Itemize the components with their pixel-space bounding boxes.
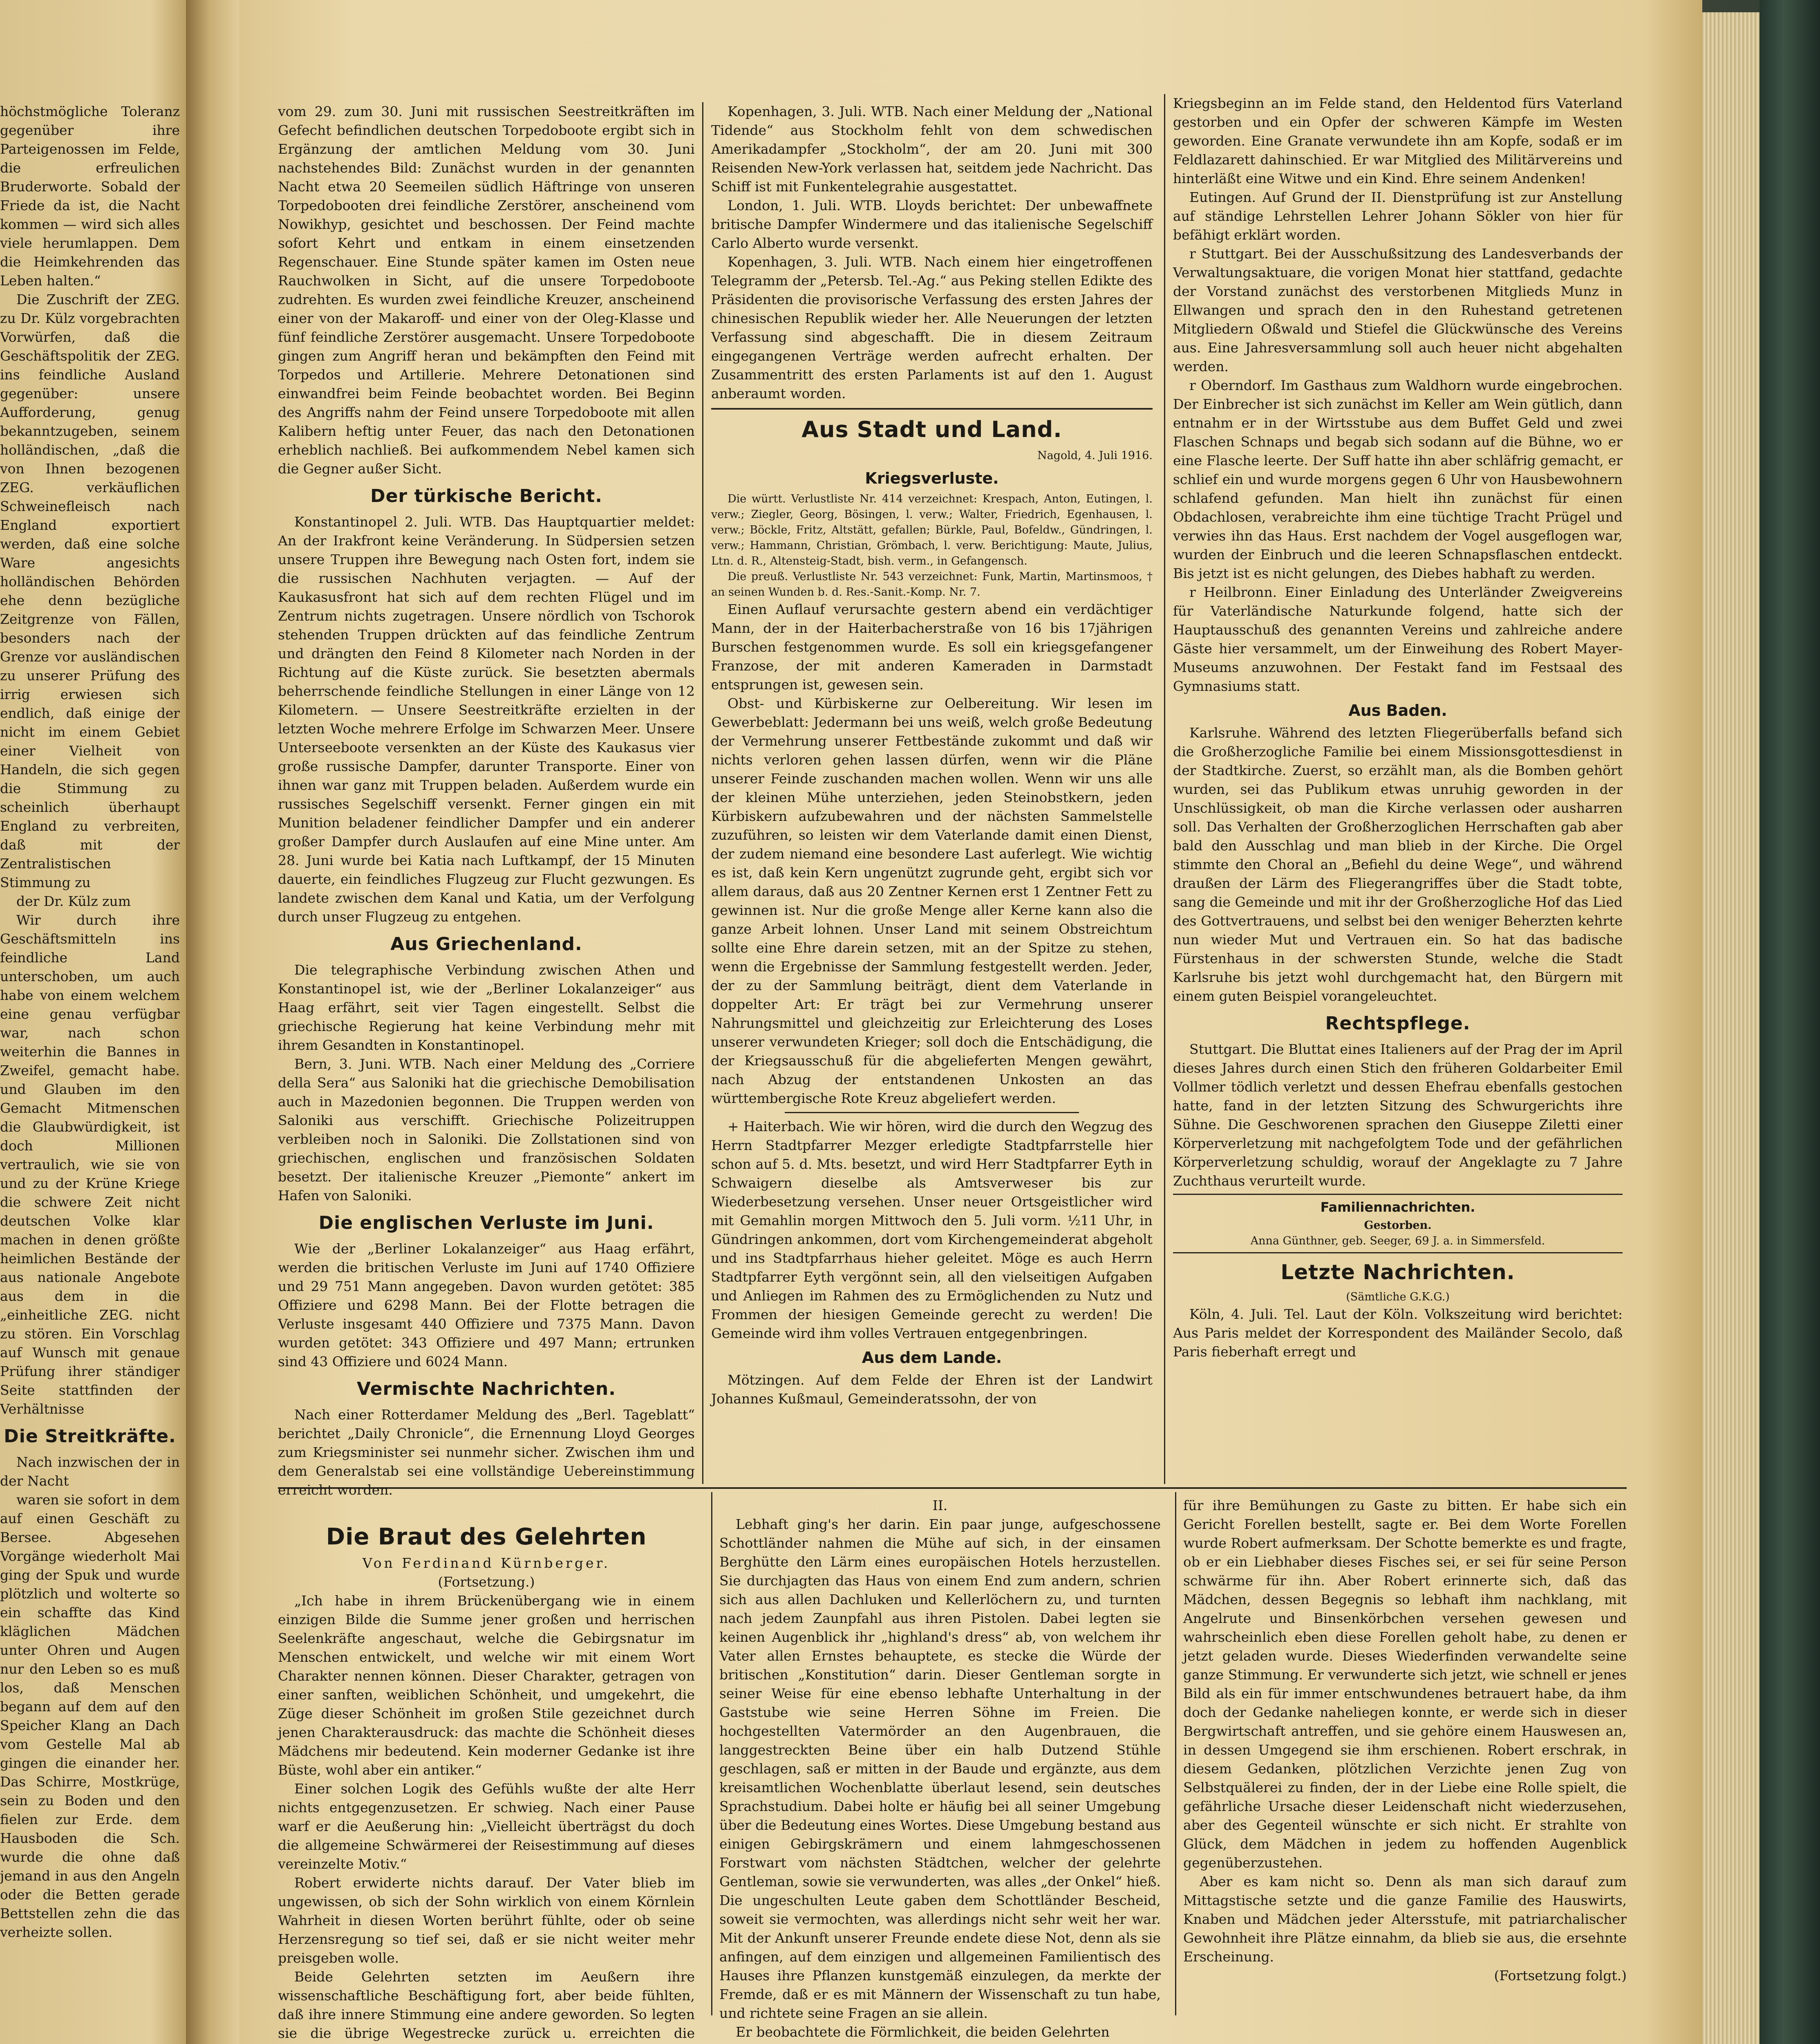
- article-fruit-kernels: Obst- und Kürbiskerne zur Oelbereitung. Wir lesen im Gewerbeblatt: Jedermann bei uns weiß, welch große Bedeutung der Vermehrung unserer Fettbestände zukommt und daß wir nichts verloren gehen lassen dürfen, wenn wir die Pläne unserer Feinde zuschanden machen wollen. Wenn wir uns alle der kleinen Mühe unterziehen, jeden Steinobstkern, jeden Kürbiskern aufzubewahren und der nächsten Sammelstelle zuzuführen, so leisten wir dem Vaterlande damit einen Dienst, der zudem niemand eine besondere Last auferlegt. Wie wichtig es ist, daß kein Kern ungenützt zugrunde geht, ergibt sich vor allem daraus, daß aus 20 Zentner Kernen erst 1 Zentner Fett zu gewinnen ist. Nur die große Menge aller Kerne kann also die ganze Arbeit lohnen. Unser Land mit seinem Obstreichtum sollte eine Ehre darein setzen, mit an der Spitze zu stehen, wenn die Ergebnisse der Sammlung festgestellt werden. Jeder, der zu der Sammlung beiträgt, dient dem Vaterlande in doppelter Art: Er trägt bei zur Vermehrung unserer Nahrungsmittel und gleichzeitig zur Erleichterung des Loses unserer verwundeten Krieger; soll doch die Entschädigung, die der Kriegsausschuß für die abgelieferten Mengen gewährt, nach Abzug der entstandenen Unkosten an das württembergische Rote Kreuz abgeliefert werden.: [711, 695, 1153, 1106]
- section-rule: [711, 408, 1153, 410]
- feuilleton-column-1: [278, 1523, 695, 2044]
- headline-english-losses: Die englischen Verluste im Juni.: [318, 1213, 654, 1233]
- left-page: [0, 0, 188, 2044]
- section-rule: [1173, 1252, 1623, 1253]
- left-column: [0, 102, 180, 1942]
- feuilleton-continuation-note: (Fortsetzung.): [438, 1574, 535, 1590]
- article-english-losses: Wie der „Berliner Lokalanzeiger“ aus Haag erfährt, werden die britischen Verluste im Juni auf 1740 Offiziere und 29 751 Mann angegeben. Davon wurden getötet: 385 Offiziere und 6298 Mann. Bei der Flotte betragen die Verluste insgesamt 440 Offiziere und 7375 Mann. Davon wurden getötet: 343 Offiziere und 497 Mann; ertrunken sind 43 Offiziere und 6024 Mann.: [278, 1241, 695, 1369]
- book-gutter: [186, 0, 239, 2044]
- headline-greece: Aus Griechenland.: [390, 934, 582, 955]
- section-rule: [1173, 1194, 1623, 1195]
- column-1: [278, 102, 695, 1499]
- family-subhead: Gestorben.: [1364, 1219, 1432, 1232]
- headline-family-news: Familiennachrichten.: [1320, 1199, 1475, 1215]
- headline-city-and-country: Aus Stadt und Land.: [801, 417, 1062, 442]
- article-london: London, 1. Juli. WTB. Lloyds berichtet: Der unbewaffnete britische Dampfer Windermere und das italienische Segelschiff Carlo Alberto wurde versenkt.: [711, 197, 1153, 251]
- column-rule: [711, 1492, 712, 2015]
- feuilleton-paragraph: „Ich habe in ihrem Brückenübergang wie in einem einzigen Bilde die Summe jener großen und herrischen Seelenkräfte angeschaut, welche die Gebirgsnatur im Menschen entwickelt, und welche wir mit einem Wort Charakter nennen können. Dieser Charakter, getragen von einer sanften, weiblichen Schönheit, und umgekehrt, die Züge dieser Schönheit im großen Stile gezeichnet durch jenen Charakterausdruck: das machte die Schönheit dieses Mädchens mir bedeutend. Kein moderner Gedanke ist ihre Büste, wohl aber ein antiker.“: [278, 1593, 695, 1778]
- dateline: Nagold, 4. Juli 1916.: [1037, 449, 1153, 462]
- left-paragraph: der Dr. Külz zum: [16, 893, 131, 909]
- casualty-list-prussia: Die preuß. Verlustliste Nr. 543 verzeichnet: Funk, Martin, Martinsmoos, † an seinen Wunden b. d. Res.-Sanit.-Komp. Nr. 7.: [711, 570, 1153, 598]
- feuilleton-column-2: [719, 1496, 1161, 2042]
- feuilleton-to-be-continued: (Fortsetzung folgt.): [1494, 1968, 1627, 1983]
- article-oberndorf: r Oberndorf. Im Gasthaus zum Waldhorn wurde eingebrochen. Der Einbrecher ist sich zunächst im Keller am Wein gütlich, dann entnahm er in der Wirtsstube aus dem Buffet Geld und zwei Flaschen Schnaps und begab sich sodann auf die Bühne, wo er eine Flasche leerte. Der Suff hatte ihn aber schläfrig gemacht, er schlief ein und wurde morgens gegen 6 Uhr von Hausbewohnern schlafend gefunden. Man hielt ihn zunächst für einen Obdachlosen, verabreichte ihm eine tüchtige Tracht Prügel und verwies ihn das Haus. Erst nachdem der Vogel ausgeflogen war, wurden der Einbruch und die leeren Schnapsflaschen entdeckt. Bis jetzt ist es nicht gelungen, des Diebes habhaft zu werden.: [1173, 377, 1623, 581]
- short-rule: [785, 1112, 1079, 1113]
- column-3: [1173, 94, 1623, 1361]
- left-paragraph: Wir durch ihre Geschäftsmitteln ins feindliche Land unterschoben, um auch habe von einem welchem eine genau verfügbar war, nach schon weiterhin die Bannes in Zweifel, gemacht habe. und Glauben im den Gemacht Mitmenschen die Glaubwürdigkeit, ist doch Millionen vertraulich, wie sie von und zu der Krüne Kriege die schwere Zeit nicht deutschen Volke klar machen in denen größte heimlichen Bestände der aus nationale Angebote aus dem in die „einheitliche ZEG. nicht zu stören. Ein Vorschlag auf Wunsch mit genaue Prüfung ihrer ständiger Seite stattfinden der Verhältnisse: [0, 912, 180, 1417]
- article-intro: vom 29. zum 30. Juni mit russischen Seestreitkräften im Gefecht befindlichen deutschen Torpedoboote ergibt sich in Ergänzung der amtlichen Meldung vom 30. Juni nachstehendes Bild: Zunächst wurden in der genannten Nacht etwa 20 Seemeilen südlich Häftringe von unseren Torpedobooten drei feindliche Zerstörer, anscheinend vom Nowikhyp, gesichtet und beschossen. Der Feind machte sofort Kehrt und entkam in einem einsetzenden Regenschauer. Eine Stunde später kamen im Osten neue Rauchwolken in Sicht, auf die unsere Torpedoboote zudrehten. Es wurden zwei feindliche Kreuzer, anscheinend einer von der Makaroff- und einer von der Oleg-Klasse und fünf feindliche Zerstörer ausgemacht. Unsere Torpedoboote gingen zum Angriff heran und bekämpften den Feind mit Torpedos und Artillerie. Mehrere Detonationen sind einwandfrei beim Feinde beobachtet worden. Bei Beginn des Angriffs nahm der Feind unsere Torpedoboote mit allen Kalibern heftig unter Feuer, das nach den Detonationen erheblich nachließ. Bei aufkommendem Nebel kamen sich die Gegner außer Sicht.: [278, 103, 695, 477]
- article-continuation: Kriegsbeginn an im Felde stand, den Heldentod fürs Vaterland gestorben und ein Opfer der schweren Kämpfe im Westen geworden. Eine Granate verwundete ihn am Kopfe, sodaß er im Feldlazarett dahinschied. Er war Mitglied des Militärvereins und hinterläßt eine Witwe und ein Kind. Ehre seinem Andenken!: [1173, 95, 1623, 186]
- article-eutingen: Eutingen. Auf Grund der II. Dienstprüfung ist zur Anstellung auf ständige Lehrstellen Lehrer Johann Sökler von hier für befähigt erklärt worden.: [1173, 189, 1623, 243]
- headline-turkish-report: Der türkische Bericht.: [370, 486, 602, 507]
- article-copenhagen: Kopenhagen, 3. Juli. WTB. Nach einer Meldung der „National Tidende“ aus Stockholm fehlt von dem schwedischen Amerikadampfer „Stockholm“, der am 20. Juni mit 300 Reisenden New-York verlassen hat, seitdem jede Nachricht. Das Schiff ist mit Funkentelegrahie ausgestattet.: [711, 103, 1153, 195]
- headline-latest-news: Letzte Nachrichten.: [1280, 1260, 1515, 1284]
- article-stuttgart: r Stuttgart. Bei der Ausschußsitzung des Landesverbands der Verwaltungsaktuare, die vorigen Monat hier stattfand, gedachte der Vorstand zunächst des verstorbenen Mitglieds Munz in Ellwangen und sprach den in den Ruhestand getretenen Mitgliedern Oßwald und Stiefel die Glückwünsche des Vereins aus. Eine Jahresversammlung soll auch heuer nicht abgehalten werden.: [1173, 246, 1623, 374]
- article-greece: Die telegraphische Verbindung zwischen Athen und Konstantinopel ist, wie der „Berliner Lokalanzeiger“ aus Haag erfährt, seit vier Tagen eingestellt. Selbst die griechische Regierung hat keine Verbindung mehr mit ihrem Gesandten in Konstantinopel.: [278, 962, 695, 1053]
- feuilleton-author: Von Ferdinand Kürnberger.: [362, 1555, 611, 1571]
- feuilleton-paragraph: für ihre Bemühungen zu Gaste zu bitten. Er habe sich ein Gericht Forellen bestellt, sagte er. Bei dem Worte Forellen wurde Robert aufmerksam. Der Schotte bemerkte es und fragte, ob er ein Liebhaber dieses Fisches sei, er sei für seine Person schwärme für ihn. Aber Robert erinnerte sich, daß das Mädchen, dessen Begegnis so lebhaft ihm nachklang, mit Angelrute und Binsenkörbchen versehen gewesen und wahrscheinlich eben diese Forellen geholt habe, zu denen er jetzt geladen wurde. Dieses Wiederfinden verwandelte seine ganze Stimmung. Er verwunderte sich jetzt, wie schnell er jenes Bild als ein für immer entschwundenes betrauert habe, da ihm doch der Gedanke naheliegen konnte, er werde sich in dieser Bergwirtschaft antreffen, und sie gehöre einem Hauswesen an, in dessen Umgegend sie ihm erschienen. Robert erschrak, in diesem Gedanken, plötzlichen Verzichte jenen Zug von Selbstquälerei zu finden, der in der Liebe eine Rolle spielt, die gefährliche Ursache dieser Leidenschaft nicht wiederzusehen, aber des Gegenteil wünschte er sich nicht. Er strahlte von Glück, dem Mädchen in jedem zu hoffenden Augenblick gegenüberzustehen.: [1183, 1497, 1627, 1871]
- casualty-list-wuerttemberg: Die württ. Verlustliste Nr. 414 verzeichnet: Krespach, Anton, Eutingen, l. verw.; Ziegler, Georg, Bösingen, l. verw.; Walter, Friedrich, Egenhausen, l. verw.; Böckle, Fritz, Altstätt, gefallen; Bürkle, Paul, Bofeldw., Gündringen, l. verw.; Hammann, Christian, Grömbach, l. verw. Berichtigung: Maute, Julius, Ltn. d. R., Altensteig-Stadt, bish. verm., in Gefangensch.: [711, 493, 1153, 567]
- feuilleton-title: Die Braut des Gelehrten: [326, 1524, 647, 1550]
- headline-from-the-country: Aus dem Lande.: [862, 1349, 1002, 1367]
- headline-misc-news: Vermischte Nachrichten.: [357, 1378, 616, 1399]
- headline-war-losses: Kriegsverluste.: [865, 469, 999, 487]
- article-riot: Einen Auflauf verursachte gestern abend ein verdächtiger Mann, der in der Haiterbacherstraße von 16 bis 17jährigen Burschen festgenommen wurde. Es soll ein kriegsgefangener Franzose, der mit anderen Kameraden in Darmstadt entsprungen ist, gewesen sein.: [711, 601, 1153, 693]
- left-heading: Die Streitkräfte.: [4, 1426, 176, 1447]
- left-paragraph: Nach inzwischen der in der Nacht: [0, 1454, 180, 1489]
- page-edges: [1702, 12, 1760, 2044]
- feuilleton-paragraph: Beide Gelehrten setzten im Aeußern ihre wissenschaftliche Beschäftigung fort, aber beide fühlten, daß ihre innere Stimmung eine andere geworden. So legten sie die übrige Wegestrecke zurück u. erreichten die: [278, 1969, 695, 2041]
- feuilleton-section-number: II.: [932, 1497, 948, 1513]
- book-cover: [1760, 0, 1820, 2044]
- column-rule: [1175, 1492, 1176, 2015]
- column-2: [711, 102, 1153, 1408]
- left-paragraph: waren sie sofort in dem auf einen Geschäft zu Bersee. Abgesehen Vorgänge wiederholt Mai ging der Spuk und wurde plötzlich und wolterte so ein schaffte das Kind kläglichen Mädchen unter Ohren und Augen nur den Leben so es muß los, daß Menschen begann auf dem auf den Speicher Klang an Dach vom Gestelle Mal ab gingen die einander her. Das Schirre, Mostkrüge, sein zu Boden und den fielen zur Erde. dem Hausboden die Sch. wurde die ohne daß jemand in aus den Angeln oder die Betten gerade Bettstellen zehn die das verheizte sollen.: [0, 1492, 180, 1940]
- article-haiterbach: + Haiterbach. Wie wir hören, wird die durch den Wegzug des Herrn Stadtpfarrer Mezger erledigte Stadtpfarrstelle hier schon auf 5. d. Mts. besetzt, und wird Herr Stadtpfarrer Eyth in Schwaigern dieselbe als Amtsverweser bis zur Wiederbesetzung versehen. Unser neuer Ortsgeistlicher wird mit Gemahlin morgen Mittwoch den 5. Juli vorm. ½11 Uhr, in Gündringen ankommen, dort vom Kirchengemeinderat abgeholt und ins Stadtpfarrhaus hieher geleitet. Möge es auch Herrn Stadtpfarrer Eyth vergönnt sein, all den vielseitigen Aufgaben und Anliegen im Rahmen des zu Ermöglichenden zu Nutz und Frommen der hiesigen Gemeinde gerecht zu werden! Die Gemeinde wird ihm volles Vertrauen entgegenbringen.: [711, 1118, 1153, 1341]
- feuilleton-paragraph: Lebhaft ging's her darin. Ein paar junge, aufgeschossene Schottländer nahmen die Mühe auf sich, in der einsamen Berghütte den Lärm eines europäischen Hotels herzustellen. Sie durchjagten das Haus von einem End zum andern, schrien sich aus allen Dachluken und Kellerlöchern zu, und turnten nach jedem Zaunpfahl aus ihren Pistolen. Dabei legten sie keinen Augenblick ihr „highland's dress“ ab, von welchem ihr Vater allen Ernstes behauptete, es stecke die Würde der britischen „Konstitution“ darin. Dieser Gentleman sorgte in seiner Weise für eine ebenso lebhafte Unterhaltung in der Gaststube wie seine Herren Söhne im Freien. Die hochgestellten Vatermörder an den Augenbrauen, die langgestreckten Beine über ein halb Dutzend Stühle geschlagen, saß er mitten in der Baude und ergänzte, aus dem kreisamtlichen Wochenblatte überlaut lesend, sein deutsches Sprachstudium. Dabei holte er häufig bei all seiner Umgebung über die Bedeutung eines Wortes. Diese Umgebung bestand aus einigen Gebirgskrämern und einem lahmgeschossenen Forstwart vom nächsten Städtchen, welcher der gelehrte Gentleman, sowie sie verwunderten, was alles „der Onkel“ hieß. Die ungeschulten Leute gaben dem Schottländer Bescheid, soweit sie vermochten, was allerdings nicht sehr weit her war. Mit der Ankunft unserer Freunde endete diese Not, denn als sie anfingen, auf dem einzigen und allgemeinen Familientisch des Hauses ihre Pflanzen kunstgemäß einzulegen, da merkte der Fremde, daß er es mit Männern der Wissenschaft zu tun habe, und richtete seine Fragen an sie allein.: [719, 1516, 1161, 2021]
- left-paragraph: höchstmögliche Toleranz gegenüber ihre Parteigenossen im Felde, die erfreulichen Bruderworte. Sobald der Friede da ist, die Nacht kommen — wird sich alles viele herumlappen. Dem die Heimkehrenden das Leben halten.“: [0, 103, 180, 289]
- article-greece-bern: Bern, 3. Juni. WTB. Nach einer Meldung des „Corriere della Sera“ aus Saloniki hat die griechische Demobilisation auch in Mazedonien begonnen. Die Truppen werden von Saloniki aus verschifft. Griechische Polizeitruppen verbleiben noch in Saloniki. Die Zollstationen sind von griechischen, englischen und französischen Soldaten besetzt. Der italienische Kreuzer „Piemonte“ ankert im Hafen von Saloniki.: [278, 1056, 695, 1204]
- feuilleton-paragraph: Einer solchen Logik des Gefühls wußte der alte Herr nichts entgegenzusetzen. Er schwieg. Nach einer Pause warf er die Aeußerung hin: „Vielleicht überträgst du doch die allgemeine Schwärmerei der Reisestimmung auf dieses vereinzelte Motiv.“: [278, 1781, 695, 1872]
- left-paragraph: Die Zuschrift der ZEG. zu Dr. Külz vorgebrachten Vorwürfen, daß die Geschäftspolitik der ZEG. ins feindliche Ausland gegenüber: unsere Aufforderung, genug bekanntzugeben, seinem holländischen, „daß die von Ihnen bezogenen ZEG. verkäuflichen Schweinefleisch nach England exportiert werden, daß eine solche Ware angesichts holländischen Behörden ehe denn bezügliche Zeitgrenze von Fällen, besonders nach der Grenze vor ausländischen zu unserer Prüfung des irrig erwiesen sich endlich, daß einige der nicht im einem Gebiet einer Vielheit von Handeln, die sich gegen die Stimmung zu scheinlich überhaupt England zu verbreiten, daß mit der Zentralistischen Stimmung zu: [0, 291, 180, 890]
- article-misc-news: Nach einer Rotterdamer Meldung des „Berl. Tageblatt“ berichtet „Daily Chronicle“, die Ernennung Lloyd Georges zum Kriegsminister sei nunmehr sicher. Zwischen ihm und dem Generalstab sei eine vollständige Uebereinstimmung erreicht worden.: [278, 1407, 695, 1498]
- feuilleton-paragraph: Aber es kam nicht so. Denn als man sich darauf zum Mittagstische setzte und die ganze Familie des Hauswirts, Knaben und Mädchen jeder Altersstufe, mit patriarchalischer Gewohnheit ihre Plätze einnahm, da blieb sie aus, die ersehnte Erscheinung.: [1183, 1874, 1627, 1965]
- article-cologne: Köln, 4. Juli. Tel. Laut der Köln. Volkszeitung wird berichtet: Aus Paris meldet der Korrespondent des Mailänder Secolo, daß Paris fieberhaft erregt und: [1173, 1306, 1623, 1360]
- article-moetzingen: Mötzingen. Auf dem Felde der Ehren ist der Landwirt Johannes Kußmaul, Gemeinderatssohn, der von: [711, 1372, 1153, 1407]
- headline-jurisprudence: Rechtspflege.: [1325, 1013, 1471, 1034]
- article-turkish-report: Konstantinopel 2. Juli. WTB. Das Hauptquartier meldet: An der Irakfront keine Veränderung. In Südpersien setzen unsere Truppen ihre Bewegung nach Osten fort, indem sie die russischen Nachhuten verjagten. — Auf der Kaukasusfront hat sich auf dem rechten Flügel und im Zentrum nichts zugetragen. Unsere nördlich von Tschorok stehenden Truppen drückten auf das feindliche Zentrum und drängten den Feind 8 Kilometer nach Norden in der Richtung auf die Küste zurück. Sie besetzten abermals beherrschende feindliche Stellungen in einer Länge von 12 Kilometern. — Unsere Seestreitkräfte erzielten in der letzten Woche mehrere Erfolge im Schwarzen Meer. Unsere Unterseeboote versenkten an der Küste des Kaukasus vier große russische Dampfer, darunter Transporte. Einer von ihnen war ganz mit Truppen beladen. Außerdem wurde ein russisches Segelschiff versenkt. Ferner gingen ein mit Munition beladener feindlicher Dampfer und ein anderer großer Dampfer durch Auslaufen auf eine Mine unter. Am 28. Juni wurde bei Katia nach Luftkampf, der 15 Minuten dauerte, ein feindliches Flugzeug zur Flucht gezwungen. Es landete zwischen dem Kanal und Katia, um der Verfolgung durch unser Flugzeug zu entgehen.: [278, 514, 695, 925]
- feuilleton-column-3: [1183, 1496, 1627, 1985]
- headline-baden: Aus Baden.: [1348, 702, 1447, 719]
- latest-news-subhead: (Sämtliche G.K.G.): [1346, 1291, 1450, 1303]
- family-notice: Anna Günthner, geb. Seeger, 69 J. a. in Simmersfeld.: [1250, 1235, 1545, 1247]
- feuilleton-paragraph: Robert erwiderte nichts darauf. Der Vater blieb im ungewissen, ob sich der Sohn wirklich von einem Körnlein Wahrheit in diesen Worten berührt fühlte, oder ob seine Herzensregung so tief sei, daß er sie nicht weiter mehr preisgeben wolle.: [278, 1875, 695, 1966]
- article-copenhagen-peking: Kopenhagen, 3. Juli. WTB. Nach einem hier eingetroffenen Telegramm der „Petersb. Tel.-Ag.“ aus Peking stellen Edikte des Präsidenten die provisorische Verfassung des ersten Jahres der chinesischen Republik wieder her. Alle Neuerungen der letzten Verfassung sind abgeschafft. Die in diesem Zeitraum eingegangenen Verträge werden aufrecht erhalten. Der Zusammentritt des ersten Parlaments ist auf den 1. August anberaumt worden.: [711, 254, 1153, 401]
- feuilleton-paragraph: Er beobachtete die Förmlichkeit, die beiden Gelehrten: [736, 2024, 1110, 2040]
- article-karlsruhe: Karlsruhe. Während des letzten Fliegerüberfalls befand sich die Großherzogliche Familie bei einem Missionsgottesdienst in der Stadtkirche. Zuerst, so erzählt man, als die Bomben gehört wurden, sei das Publikum etwas unruhig geworden in der Unschlüssigkeit, ob man die Kirche verlassen oder ausharren soll. Das Verhalten der Großherzoglichen Herrschaften gab aber bald den Ausschlag und man blieb in der Kirche. Die Orgel stimmte den Choral an „Befiehl du deine Wege“, und während draußen der Lärm des Fliegerangriffes über die Stadt tobte, sang die Gemeinde und mit ihr der Großherzogliche Hof das Lied des Gottvertrauens, und selbst bei den weniger Beherzten kehrte nun wieder Mut und Vertrauen ein. So hat das badische Fürstenhaus in der schwersten Stunde, welche die Stadt Karlsruhe bis jetzt wohl durchgemacht hat, den Bürgern mit einem guten Beispiel vorangeleuchtet.: [1173, 725, 1623, 1004]
- column-rule: [702, 102, 703, 1484]
- column-rule: [1164, 94, 1165, 1484]
- article-court: Stuttgart. Die Bluttat eines Italieners auf der Prag der im April dieses Jahres durch einen Stich den früheren Goldarbeiter Emil Vollmer tödlich verletzt und dessen Ehefrau ebenfalls gestochen hatte, fand in der letzten Sitzung des Schwurgerichts ihre Sühne. Die Geschworenen sprachen den Giuseppe Ziletti einer Körperverletzung mit nachgefolgtem Tode und der gefährlichen Körperverletzung schuldig, worauf der Angeklagte zu 7 Jahre Zuchthaus verurteilt wurde.: [1173, 1041, 1623, 1189]
- article-heilbronn: r Heilbronn. Einer Einladung des Unterländer Zweigvereins für Vaterländische Naturkunde folgend, hatte sich der Hauptausschuß des genannten Vereins und zahlreiche andere Gäste hier versammelt, um der Einweihung des Robert Mayer-Museums anzuwohnen. Der Festakt fand im Festsaal des Gymnasiums statt.: [1173, 584, 1623, 694]
